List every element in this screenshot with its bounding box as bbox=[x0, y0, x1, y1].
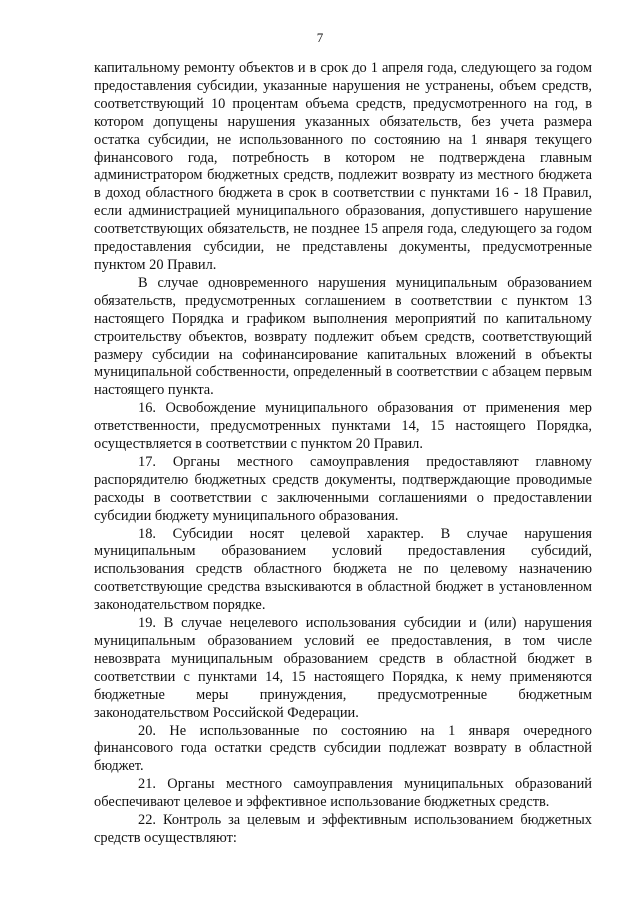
body-text bbox=[94, 60, 592, 848]
paragraph-simultaneous-violation: В случае одновременного нарушения муниципальным образованием обязательств, предусмотренных соглашением в соответствии с пунктом 13 настоящего Порядка и графиком выполнения мероприятий по капитальному строительству объектов, возврату подлежит объем средств, соответствующий размеру субсидии на софинансирование капитальных вложений в объекты муниципальной собственности, определенный в соответствии с абзацем первым настоящего пункта. bbox=[94, 274, 592, 399]
paragraph-21: 21. Органы местного самоуправления муниципальных образований обеспечивают целевое и эффективное использование бюджетных средств. bbox=[94, 776, 592, 811]
page-number: 7 bbox=[316, 30, 324, 45]
paragraph-22: 22. Контроль за целевым и эффективным использованием бюджетных средств осуществляют: bbox=[94, 812, 592, 846]
paragraph-16: 16. Освобождение муниципального образования от применения мер ответственности, предусмотренных пунктами 14, 15 настоящего Порядка, осуществляется в соответствии с пунктом 20 Правил. bbox=[94, 400, 592, 453]
paragraph-continuation: капитальному ремонту объектов и в срок до 1 апреля года, следующего за годом предоставления субсидии, указанные нарушения не устранены, объем средств, соответствующий 10 процентам объема средств, предусмотренного на год, в котором допущены нарушения указанных обязательств, без учета размера остатка субсидии, не использованного по состоянию на 1 января текущего финансового года, потребность в котором не подтверждена главным администратором бюджетных средств, подлежит возврату из местного бюджета в доход областного бюджета в срок в соответствии с пунктами 16 - 18 Правил, если администрацией муниципального образования, допустившего нарушение соответствующих обязательств, не позднее 15 апреля года, следующего за годом предоставления субсидии, не представлены документы, предусмотренные пунктом 20 Правил. bbox=[94, 60, 592, 273]
paragraph-17: 17. Органы местного самоуправления предоставляют главному распорядителю бюджетных средств документы, подтверждающие проводимые расходы в соответствии с заключенными соглашениями о предоставлении субсидии бюджету муниципального образования. bbox=[94, 453, 592, 524]
paragraph-18: 18. Субсидии носят целевой характер. В случае нарушения муниципальным образованием условий предоставления субсидий, использования средств областного бюджета не по целевому назначению соответствующие средства взыскиваются в областной бюджет в установленном законодательством порядке. bbox=[94, 525, 592, 614]
paragraph-20: 20. Не использованные по состоянию на 1 января очередного финансового года остатки средств субсидии подлежат возврату в областной бюджет. bbox=[94, 722, 592, 775]
paragraph-19: 19. В случае нецелевого использования субсидии и (или) нарушения муниципальным образованием условий ее предоставления, в том числе невозврата муниципальным образованием средств в областной бюджет в соответствии с пунктами 14, 15 настоящего Порядка, к нему применяются бюджетные меры принуждения, предусмотренные бюджетным законодательством Российской Федерации. bbox=[94, 615, 592, 721]
